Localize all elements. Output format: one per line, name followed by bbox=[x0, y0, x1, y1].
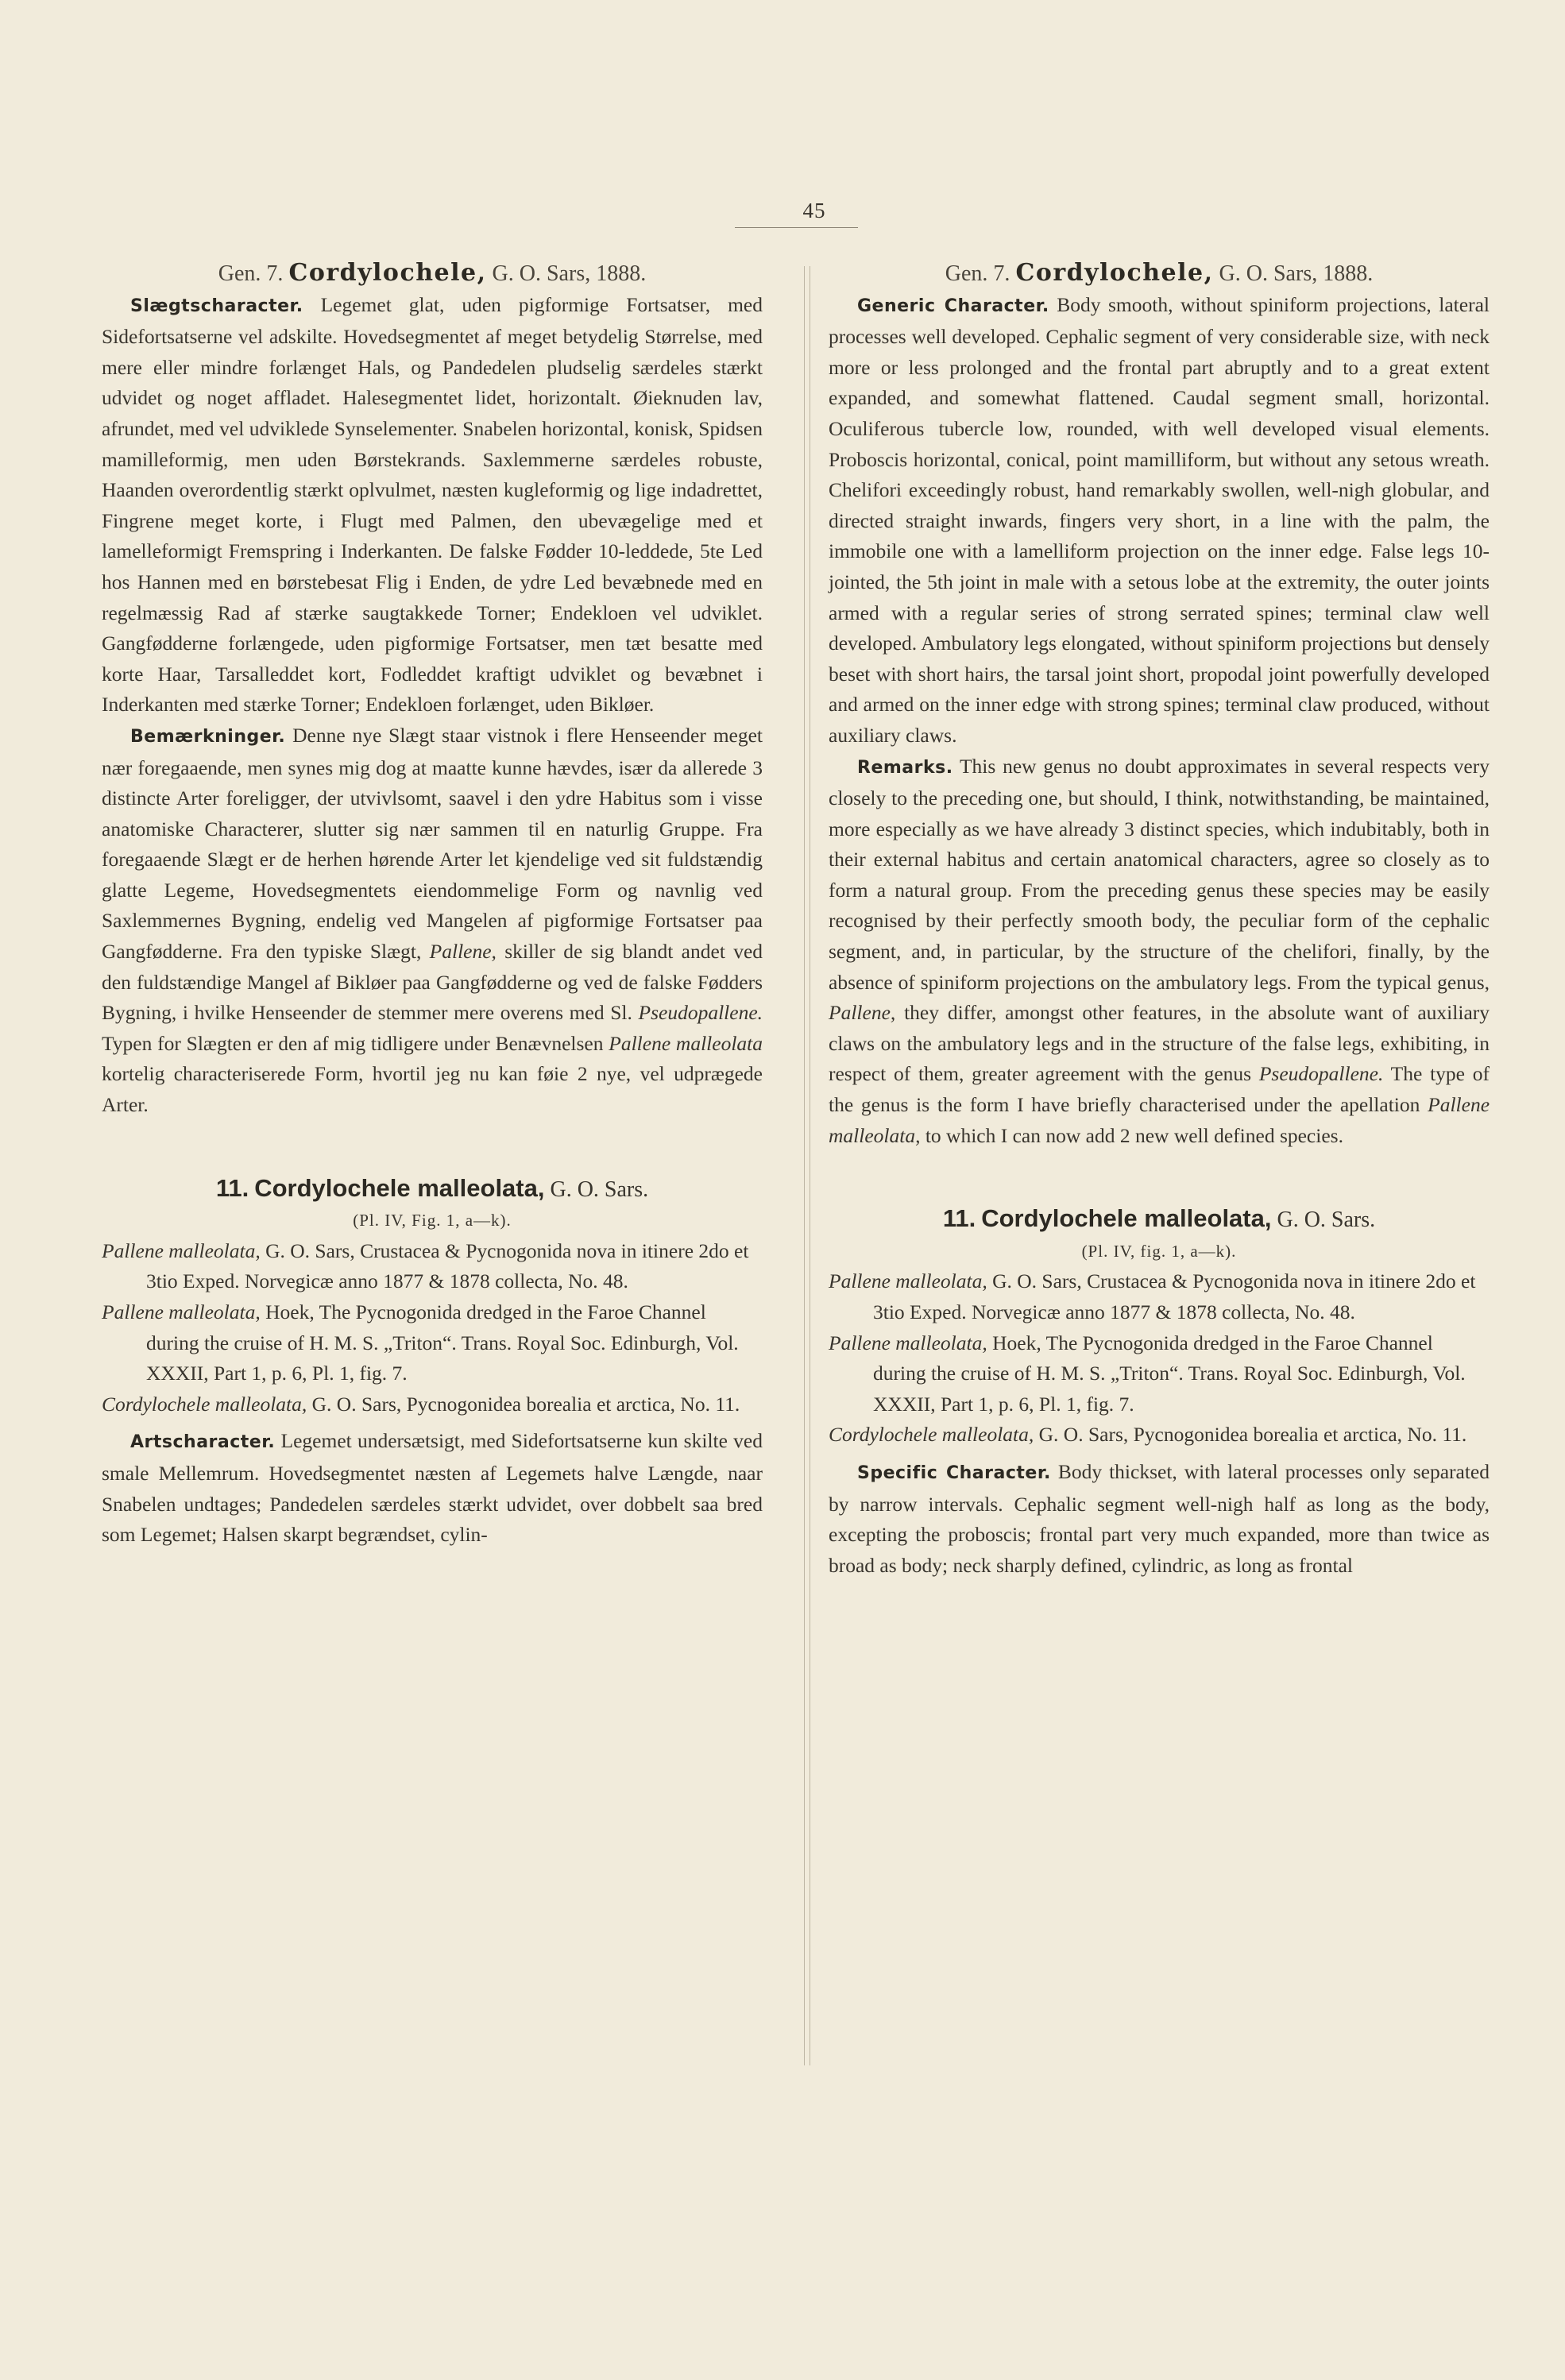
genus-heading bbox=[102, 258, 763, 290]
synonym-entry bbox=[102, 1389, 763, 1420]
genus-name: Cordylochele, bbox=[1015, 259, 1214, 287]
synonym-citation: G. O. Sars, Pycnogonidea borealia et arctica, No. 11. bbox=[311, 1392, 740, 1416]
remarks-species-malleolata: Pallene malleolata, bbox=[829, 1093, 1490, 1147]
synonym-taxon: Pallene malleolata, bbox=[829, 1331, 987, 1354]
remarks-genus-pseudopallene: Pseudopallene. bbox=[638, 1001, 763, 1025]
generic-character-text: Body smooth, without spiniform projections, lateral processes well developed. Cephalic segment of very considerable size, with neck more or less prolonged and the frontal part abruptly and to a great extent expanded, and somewhat flattened. Caudal segment small, horizontal. Oculiferous tubercle low, rounded, with well developed visual elements. Proboscis horizontal, conical, point mamilliform, but without any setous wreath. Chelifori exceedingly robust, hand remarkably swollen, well-nigh globular, and directed straight inwards, fingers very short, in a line with the palm, the immobile one with a lamelliform projection on the inner edge. False legs 10-jointed, the 5th joint in male with a setous lobe at the extremity, the outer joints armed with a regular series of strong serrated spines; terminal claw well developed. Ambulatory legs elongated, without spiniform projections but densely beset with short hairs, the tarsal joint short, propodal joint powerfully developed and armed on the inner edge with strong spines; terminal claw produced, without auxiliary claws. bbox=[829, 292, 1490, 747]
synonym-taxon: Pallene malleolata, bbox=[829, 1269, 987, 1293]
remarks-text-3: Typen for Slægten er den af mig tidligere under Benævnelsen bbox=[102, 1031, 604, 1055]
synonym-taxon: Cordylochele malleolata, bbox=[102, 1392, 307, 1416]
synonym-citation: Hoek, The Pycnogonida dredged in the Faroe Channel during the cruise of H. M. S. „Triton“. Trans. Royal Soc. Edinburgh, Vol. XXXII, Part 1, p. 6, Pl. 1, fig. 7. bbox=[873, 1331, 1466, 1416]
synonym-citation: G. O. Sars, Pycnogonidea borealia et arctica, No. 11. bbox=[1038, 1423, 1467, 1447]
remarks-species-malleolata: Pallene malleolata bbox=[609, 1031, 763, 1055]
genus-authority: G. O. Sars, 1888. bbox=[1219, 261, 1374, 286]
synonym-entry bbox=[829, 1420, 1490, 1451]
spacer bbox=[829, 1451, 1490, 1457]
remarks-paragraph bbox=[829, 751, 1490, 1152]
synonym-entry bbox=[829, 1266, 1490, 1327]
specific-character-paragraph bbox=[829, 1457, 1490, 1581]
page-number-rule bbox=[735, 227, 858, 228]
section-spacer bbox=[102, 1121, 763, 1173]
plate-reference: (Pl. IV, fig. 1, a—k). bbox=[1081, 1241, 1237, 1261]
section-spacer bbox=[829, 1151, 1490, 1204]
species-authority: G. O. Sars. bbox=[1277, 1207, 1376, 1233]
remarks-genus-pallene: Pallene, bbox=[829, 1001, 896, 1025]
genus-heading bbox=[829, 258, 1490, 290]
species-heading bbox=[102, 1173, 763, 1206]
species-name: Cordylochele malleolata, bbox=[254, 1173, 545, 1202]
synonym-taxon: Pallene malleolata, bbox=[102, 1238, 261, 1262]
species-number: 11. bbox=[215, 1173, 249, 1202]
remarks-text-4: kortelig characteriserede Form, hvortil jeg nu kan føie 2 nye, vel udprægede Arter. bbox=[102, 1062, 763, 1117]
generic-character-paragraph bbox=[102, 290, 763, 721]
remarks-genus-pallene: Pallene, bbox=[429, 940, 497, 964]
remarks-genus-pseudopallene: Pseudopallene. bbox=[1258, 1062, 1384, 1086]
specific-character-label: Artscharacter. bbox=[130, 1432, 276, 1453]
species-heading bbox=[829, 1204, 1490, 1236]
plate-reference: (Pl. IV, Fig. 1, a—k). bbox=[353, 1211, 512, 1231]
generic-character-text: Legemet glat, uden pigformige Fortsatser, med Sidefortsatserne vel adskilte. Hovedsegmentet af meget betydelig Størrelse, med mere eller mindre forlænget Hals, og Pandedelen pludselig særdeles stærkt udvidet og noget affladet. Halesegmentet lidet, horizontalt. Øieknuden lav, afrundet, med vel udviklede Synselementer. Snabelen horizontal, konisk, Spidsen mamilleformig, men uden Børstekrands. Saxlemmerne særdeles robuste, Haanden overordentlig stærkt oplvulmet, næsten kugleformig og lige indadrettet, Fingrene meget korte, i Flugt med Palmen, den ubevægelige med et lamelleformigt Fremspring i Inderkanten. De falske Fødder 10-leddede, 5te Led hos Hannen med en børstebesat Flig i Enden, de ydre Led bevæbnede med en regelmæssig Rad af stærke saugtakkede Torner; Endekloen vel udviklet. Gangfødderne forlængede, uden pigformige Fortsatser, men tæt besatte med korte Haar, Tarsalleddet kort, Fodleddet kraftigt udviklet og bevæbnet i Inderkanten med stærke Torner; Endekloen forlænget, uden Bikløer. bbox=[102, 292, 763, 717]
species-number: 11. bbox=[942, 1204, 976, 1233]
remarks-label: Remarks. bbox=[857, 757, 953, 778]
genus-prefix: Gen. 7. bbox=[218, 261, 284, 286]
species-authority: G. O. Sars. bbox=[550, 1176, 649, 1202]
genus-prefix: Gen. 7. bbox=[945, 261, 1010, 286]
spacer bbox=[102, 1420, 763, 1426]
synonym-taxon: Pallene malleolata, bbox=[102, 1300, 261, 1323]
remarks-text-2: they differ, amongst other features, in the absolute want of auxiliary claws on the ambulatory legs and in the structure of the false legs, exhibiting, in respect of them, greater agreement with the genus bbox=[829, 1001, 1490, 1086]
left-column bbox=[102, 258, 763, 1551]
synonym-entry bbox=[102, 1236, 763, 1297]
remarks-text-1: This new genus no doubt approximates in several respects very closely to the preceding one, but should, I think, notwithstanding, be maintained, more especially as we have already 3 distinct species, which indubitably, both in their external habitus and certain anatomical characters, agree so closely as to form a natural group. From the preceding genus these species may be easily recognised by their perfectly smooth body, the peculiar form of the cephalic segment, and, in particular, by the structure of the chelifori, finally, by the absence of spiniform projections on the ambulatory legs. From the typical genus, bbox=[829, 754, 1490, 994]
specific-character-label: Specific Character. bbox=[857, 1462, 1051, 1483]
synonym-entry bbox=[102, 1297, 763, 1389]
generic-character-paragraph bbox=[829, 290, 1490, 751]
column-divider bbox=[804, 266, 810, 2065]
remarks-text-2: skiller de sig blandt andet ved den fuldstændige Mangel af Bikløer paa Gangfødderne og ved de falske Fødders Bygning, i hvilke Henseender de stemmer mere overens med Sl. bbox=[102, 940, 763, 1025]
right-column bbox=[829, 258, 1490, 1581]
specific-character-text: Body thickset, with lateral processes only separated by narrow intervals. Cephalic segment well-nigh half as long as the body, excepting the proboscis; frontal part very much expanded, more than twice as broad as body; neck sharply defined, cylindric, as long as frontal bbox=[829, 1459, 1490, 1577]
generic-character-label: Generic Character. bbox=[857, 296, 1049, 316]
synonym-citation: Hoek, The Pycnogonida dredged in the Faroe Channel during the cruise of H. M. S. „Triton“. Trans. Royal Soc. Edinburgh, Vol. XXXII, Part 1, p. 6, Pl. 1, fig. 7. bbox=[146, 1300, 739, 1385]
remarks-text-4: to which I can now add 2 new well defined species. bbox=[925, 1123, 1343, 1147]
remarks-label: Bemærkninger. bbox=[130, 726, 286, 747]
species-name: Cordylochele malleolata, bbox=[981, 1204, 1272, 1233]
remarks-text-3: The type of the genus is the form I have briefly characterised under the apellation bbox=[829, 1062, 1490, 1117]
remarks-text-1: Denne nye Slægt staar vistnok i flere Henseender meget nær foregaaende, men synes mig dog at maatte kunne hævdes, især da allerede 3 distincte Arter foreligger, der utvivlsomt, saavel i den ydre Habitus som i visse anatomiske Characterer, slutter sig nær sammen til en naturlig Gruppe. Fra foregaaende Slægt er de herhen hørende Arter let kjendelige ved sit fuldstændig glatte Legeme, Hovedsegmentets eiendommelige Form og navnlig ved Saxlemmernes Bygning, endelig ved Mangelen af pigformige Fortsatser paa Gangfødderne. Fra den typiske Slægt, bbox=[102, 723, 763, 964]
remarks-paragraph bbox=[102, 721, 763, 1121]
specific-character-paragraph bbox=[102, 1426, 763, 1550]
synonym-citation: G. O. Sars, Crustacea & Pycnogonida nova in itinere 2do et 3tio Exped. Norvegicæ anno 1877 & 1878 collecta, No. 48. bbox=[146, 1238, 749, 1293]
generic-character-label: Slægtscharacter. bbox=[130, 296, 303, 316]
page-number: 45 bbox=[802, 199, 826, 222]
synonym-citation: G. O. Sars, Crustacea & Pycnogonida nova in itinere 2do et 3tio Exped. Norvegicæ anno 1877 & 1878 collecta, No. 48. bbox=[873, 1269, 1476, 1323]
genus-authority: G. O. Sars, 1888. bbox=[492, 261, 647, 286]
genus-name: Cordylochele, bbox=[288, 259, 487, 287]
specific-character-text: Legemet undersætsigt, med Sidefortsatserne kun skilte ved smale Mellemrum. Hovedsegmentet næsten af Legemets halve Længde, naar Snabelen undtages; Pandedelen særdeles stærkt udvidet, over dobbelt saa bred som Legemet; Halsen skarpt begrændset, cylin- bbox=[102, 1429, 763, 1547]
synonym-entry bbox=[829, 1328, 1490, 1420]
synonym-taxon: Cordylochele malleolata, bbox=[829, 1423, 1034, 1447]
